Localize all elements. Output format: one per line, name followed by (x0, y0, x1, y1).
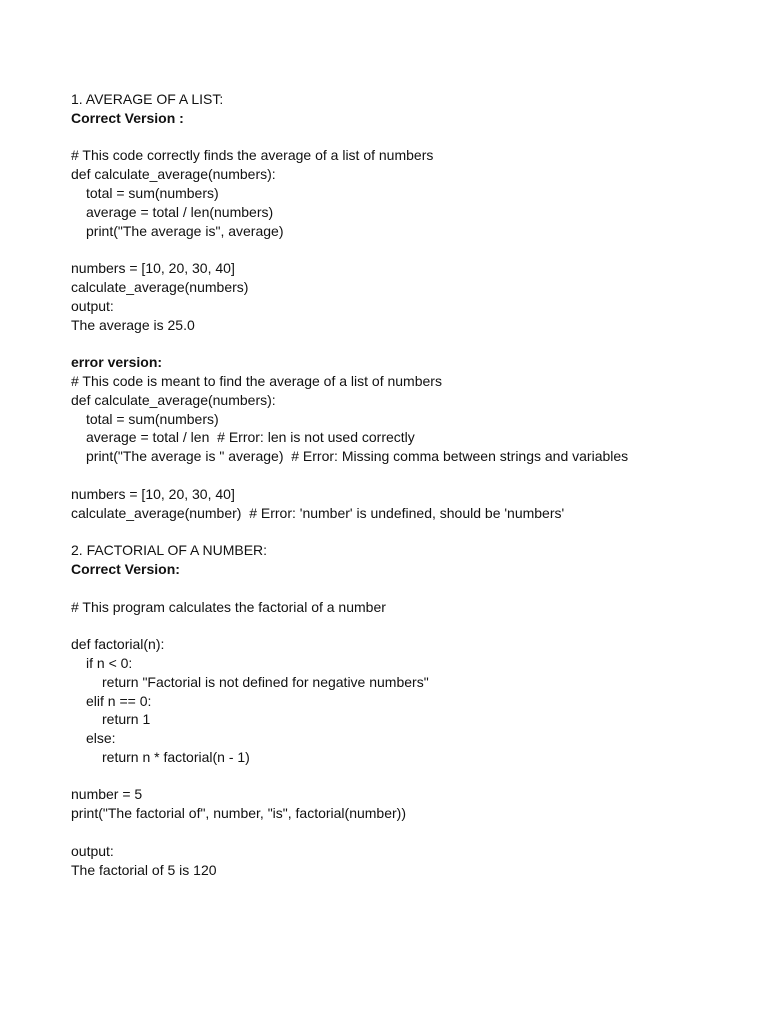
code-line: return n * factorial(n - 1) (102, 748, 250, 765)
code-line: numbers = [10, 20, 30, 40] (71, 485, 235, 502)
version-label: Correct Version : (71, 109, 184, 126)
code-line: print("The average is " average) # Error: Missing comma between strings and variables (86, 448, 629, 465)
code-line: average = total / len(numbers) (86, 203, 274, 220)
blank-line (71, 823, 751, 842)
section-heading: 1. AVERAGE OF A LIST: (71, 91, 224, 107)
version-label: error version: (71, 354, 163, 371)
section-heading: 2. FACTORIAL OF A NUMBER: (71, 542, 268, 559)
code-line: total = sum(numbers) (86, 410, 219, 427)
output-line: output: (71, 297, 114, 314)
code-line: else: (86, 730, 116, 747)
code-line: calculate_average(number) # Error: 'number' is undefined, should be 'numbers' (71, 504, 565, 521)
blank-line (71, 522, 751, 541)
code-comment-line: # This code is meant to find the average of a list of numbers (71, 372, 442, 389)
code-line: elif n == 0: (86, 692, 152, 709)
code-line: return "Factorial is not defined for negative numbers" (102, 673, 429, 690)
code-line: number = 5 (71, 786, 143, 803)
blank-line (71, 466, 751, 485)
code-comment-line: # This program calculates the factorial of a number (71, 598, 386, 615)
blank-line (71, 240, 751, 259)
blank-line (71, 579, 751, 598)
code-line: average = total / len # Error: len is not used correctly (86, 429, 415, 446)
blank-line (71, 128, 751, 147)
code-line: return 1 (102, 711, 151, 728)
output-line: The average is 25.0 (71, 316, 195, 333)
code-line: print("The factorial of", number, "is", factorial(number)) (71, 805, 406, 822)
code-line: if n < 0: (86, 654, 133, 671)
blank-line (71, 767, 751, 786)
code-line: numbers = [10, 20, 30, 40] (71, 260, 235, 277)
code-comment-line: # This code correctly finds the average of a list of numbers (71, 147, 434, 164)
output-line: output: (71, 842, 114, 859)
code-line: calculate_average(numbers) (71, 278, 249, 295)
code-line: def calculate_average(numbers): (71, 391, 276, 408)
blank-line (71, 334, 751, 353)
blank-line (71, 616, 751, 635)
code-line: def calculate_average(numbers): (71, 166, 276, 183)
code-line: total = sum(numbers) (86, 184, 219, 201)
code-line: def factorial(n): (71, 636, 165, 653)
document-body (71, 90, 751, 879)
output-line: The factorial of 5 is 120 (71, 861, 217, 878)
code-line: print("The average is", average) (86, 222, 284, 239)
version-label: Correct Version: (71, 560, 180, 577)
